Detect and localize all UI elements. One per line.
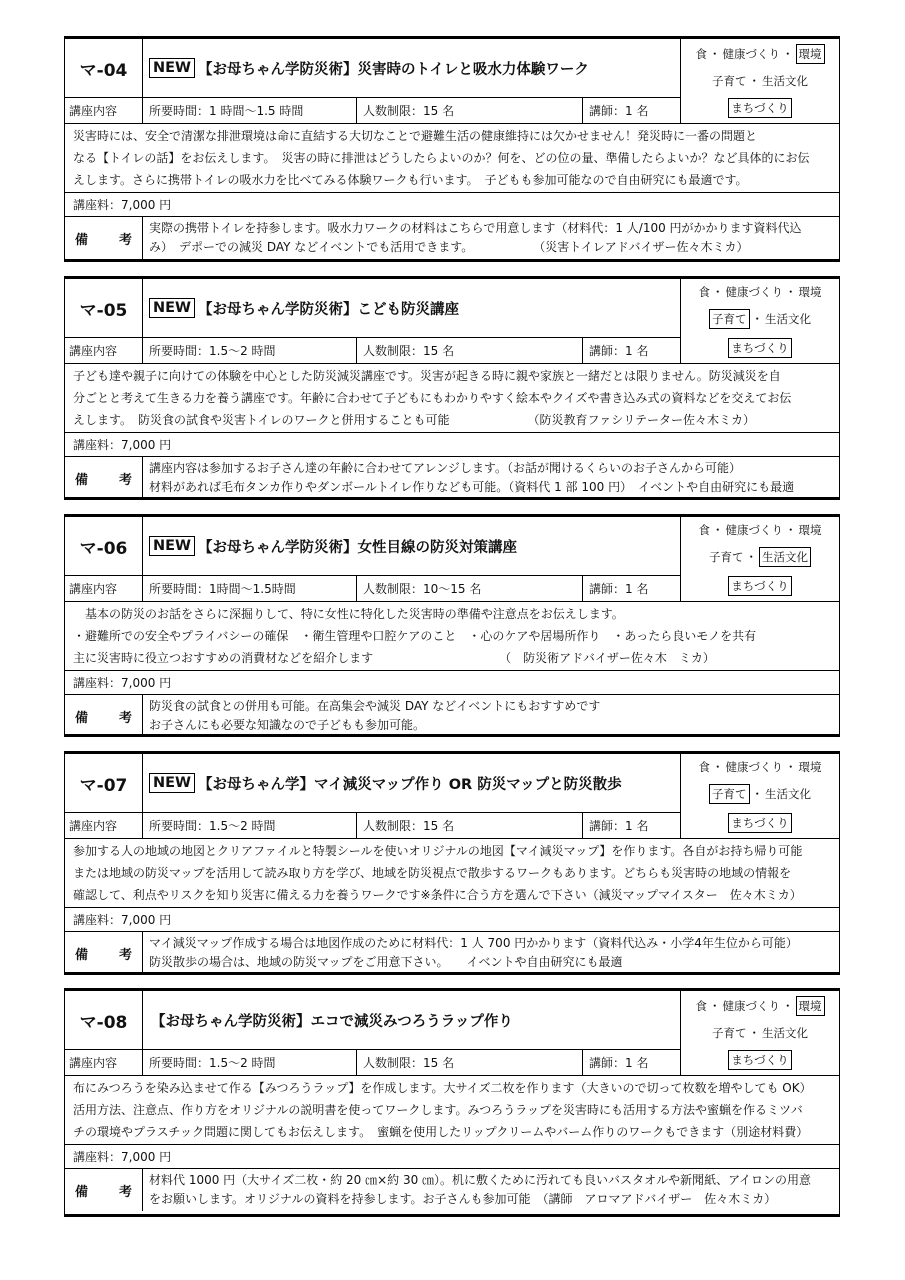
description-line: えします。さらに携帯トイレの吸水力を比べてみる体験ワークも行います。 子どもも参加可能なので自由研究にも最適です。 — [73, 173, 748, 187]
category-separator: ・ — [748, 73, 760, 88]
category-selected: 子育て — [709, 784, 750, 804]
notes-line: 実際の携帯トイレを持参します。吸水力ワークの材料はこちらで用意します（材料代：1 人/100 円がかかります資料代込 — [149, 221, 802, 235]
course-header-main — [65, 39, 681, 123]
course-code: マ-05 — [65, 279, 143, 337]
fee-label: 講座料： — [73, 438, 122, 452]
description-line: えします。 防災食の試食や災害トイレのワークと併用することも可能 （防災教育ファシリテーター佐々木ミカ） — [73, 413, 755, 427]
duration: 所要時間：1.5～2 時間 — [143, 813, 357, 838]
course-info-row — [65, 575, 680, 601]
description-line: チの環境やプラスチック問題に関してもお伝えします。 蜜蝋を使用したリップクリームやバーム作りのワークもできます（別途材料費） — [73, 1125, 809, 1139]
category-separator: ・ — [782, 998, 794, 1013]
category-line — [709, 784, 811, 804]
notes-line: 講座内容は参加するお子さん達の年齢に合わせてアレンジします。（お話が聞けるくらいのお子さんから可能） — [149, 461, 741, 475]
notes-row — [65, 695, 839, 737]
new-badge: NEW — [149, 58, 195, 78]
category-item: 生活文化 — [762, 73, 808, 88]
fee-label: 講座料： — [73, 1150, 122, 1164]
notes-row — [65, 932, 839, 974]
notes-text — [143, 457, 800, 499]
category-item: 食 — [695, 46, 707, 61]
notes-label — [65, 217, 143, 259]
fee-label: 講座料： — [73, 913, 122, 927]
course-title-text: 【お母ちゃん学防災術】女性目線の防災対策講座 — [198, 539, 518, 556]
notes-label-char: 考 — [118, 710, 132, 726]
description-line: 活用方法、注意点、作り方をオリジナルの説明書を使ってワークします。みつろうラップを災害時にも活用する方法や蜜蝋を作るミツバ — [73, 1103, 803, 1117]
notes-row — [65, 217, 839, 259]
category-line — [728, 576, 791, 596]
course-header — [65, 39, 839, 124]
notes-text — [143, 1169, 817, 1211]
notes-line: マイ減災マップ作成する場合は地図作成のために材料代：1 人 700 円かかります（資料代込み・小学4年生位から可能） — [149, 936, 798, 950]
category-item: 健康づくり — [722, 46, 780, 61]
fee-value: 7,000 円 — [121, 1150, 172, 1164]
notes-line: お子さんにも必要な知識なので子どもも参加可能。 — [149, 718, 426, 732]
category-item: 生活文化 — [765, 311, 811, 326]
category-line — [712, 73, 808, 89]
category-item: 生活文化 — [762, 1025, 808, 1040]
category-machizukuri: まちづくり — [728, 813, 791, 833]
category-line — [699, 284, 822, 300]
course-code: マ-07 — [65, 754, 143, 812]
course-description — [65, 124, 839, 193]
category-selected: 環境 — [796, 996, 825, 1016]
fee-row — [65, 671, 839, 695]
category-item: 健康づくり — [725, 284, 783, 299]
lecturer-count: 講師：1 名 — [589, 819, 649, 834]
course-info-row — [65, 97, 680, 123]
category-item: 生活文化 — [765, 786, 811, 801]
category-separator: ・ — [709, 46, 721, 61]
category-item: 食 — [698, 284, 710, 299]
course-title — [143, 754, 680, 812]
notes-label-char: 備 — [75, 232, 89, 248]
category-item: 環境 — [798, 522, 822, 537]
course-card — [64, 36, 840, 262]
description-line: ・避難所での安全やプライバシーの確保 ・衛生管理や口腔ケアのこと ・心のケアや居場所作り ・あったら良いモノを共有 — [73, 629, 757, 643]
course-title — [143, 991, 680, 1049]
notes-label-char: 備 — [75, 1184, 89, 1200]
category-item: 健康づくり — [722, 998, 780, 1013]
course-description — [65, 839, 839, 908]
fee-label: 講座料： — [73, 198, 122, 212]
notes-text — [143, 217, 808, 259]
category-line — [709, 309, 811, 329]
category-item: 食 — [695, 998, 707, 1013]
notes-label-char: 備 — [75, 472, 89, 488]
category-line — [728, 338, 791, 358]
content-label: 講座内容 — [65, 98, 143, 123]
content-label: 講座内容 — [65, 1050, 143, 1075]
category-separator: ・ — [748, 1025, 760, 1040]
fee-row — [65, 193, 839, 217]
capacity: 人数制限：15 名 — [357, 1050, 583, 1075]
category-item: 環境 — [798, 284, 822, 299]
category-separator: ・ — [785, 522, 797, 537]
course-title-text: 【お母ちゃん学防災術】こども防災講座 — [198, 301, 460, 318]
course-code: マ-08 — [65, 991, 143, 1049]
category-item: 子育て — [709, 549, 744, 564]
notes-label — [65, 932, 143, 974]
category-item: 健康づくり — [725, 522, 783, 537]
category-panel — [681, 279, 839, 363]
course-code: マ-06 — [65, 517, 143, 575]
category-separator: ・ — [751, 786, 763, 801]
description-line: 子ども達や親子に向けての体験を中心とした防災減災講座です。災害が起きる時に親や家族と一緒だとは限りません。防災減災を自 — [73, 369, 781, 383]
category-separator: ・ — [712, 522, 724, 537]
course-header — [65, 279, 839, 364]
description-line: 主に災害時に役立つおすすめの消費材などを紹介します （ 防災術アドバイザー佐々木 ミカ） — [73, 651, 715, 665]
course-title-text: 【お母ちゃん学防災術】エコで減災みつろうラップ作り — [151, 1013, 513, 1030]
duration: 所要時間：1.5～2 時間 — [143, 338, 357, 363]
course-card — [64, 988, 840, 1217]
course-description — [65, 602, 839, 671]
category-line — [696, 996, 825, 1016]
course-title — [143, 39, 680, 97]
lecturer-count: 講師：1 名 — [589, 582, 649, 597]
notes-label — [65, 695, 143, 737]
category-separator: ・ — [785, 284, 797, 299]
category-machizukuri: まちづくり — [728, 1050, 791, 1070]
description-line: なる【トイレの話】をお伝えします。 災害の時に排泄はどうしたらよいのか？何を、どの位の量、準備したらよいか？など具体的にお伝 — [73, 151, 810, 165]
course-header-main — [65, 991, 681, 1075]
category-line — [712, 1025, 808, 1041]
notes-label-char: 備 — [75, 947, 89, 963]
notes-label — [65, 1169, 143, 1211]
description-line: 参加する人の地域の地図とクリアファイルと特製シールを使いオリジナルの地図【マイ減災マップ】を作ります。各自がお持ち帰り可能 — [73, 844, 803, 858]
category-separator: ・ — [745, 549, 757, 564]
fee-label: 講座料： — [73, 676, 122, 690]
course-card — [64, 514, 840, 737]
category-item: 子育て — [712, 73, 747, 88]
notes-label-char: 備 — [75, 710, 89, 726]
category-separator: ・ — [782, 46, 794, 61]
fee-value: 7,000 円 — [121, 913, 172, 927]
category-separator: ・ — [709, 998, 721, 1013]
course-header — [65, 517, 839, 602]
course-header-main — [65, 517, 681, 601]
course-title-text: 【お母ちゃん学防災術】災害時のトイレと吸水力体験ワーク — [198, 61, 589, 78]
description-line: 確認して、利点やリスクを知り災害に備える力を養うワークです※条件に合う方を選んで下さい（減災マップマイスター 佐々木ミカ） — [73, 888, 802, 902]
category-item: 食 — [698, 522, 710, 537]
content-label: 講座内容 — [65, 338, 143, 363]
fee-row — [65, 1145, 839, 1169]
category-panel — [681, 517, 839, 601]
course-header-main — [65, 279, 681, 363]
category-separator: ・ — [712, 759, 724, 774]
duration: 所要時間：1.5～2 時間 — [143, 1050, 357, 1075]
notes-label-char: 考 — [118, 472, 132, 488]
lecturer-count: 講師：1 名 — [589, 1056, 649, 1071]
course-description — [65, 364, 839, 433]
notes-line: 材料があれば毛布タンカ作りやダンボールトイレ作りなども可能。（資料代 1 部 100 円） イベントや自由研究にも最適 — [149, 480, 795, 494]
category-panel — [681, 754, 839, 838]
fee-value: 7,000 円 — [121, 198, 172, 212]
course-info-row — [65, 337, 680, 363]
notes-text — [143, 695, 606, 737]
notes-label-char: 考 — [118, 947, 132, 963]
notes-label — [65, 457, 143, 499]
category-machizukuri: まちづくり — [728, 338, 791, 358]
duration: 所要時間：1時間～1.5時間 — [143, 576, 357, 601]
category-selected: 生活文化 — [759, 547, 811, 567]
new-badge: NEW — [149, 536, 195, 556]
category-line — [709, 547, 811, 567]
duration: 所要時間：1 時間～1.5 時間 — [143, 98, 357, 123]
new-badge: NEW — [149, 773, 195, 793]
course-card — [64, 276, 840, 500]
description-line: 基本の防災のお話をさらに深掘りして、特に女性に特化した災害時の準備や注意点をお伝えします。 — [73, 607, 624, 621]
notes-line: 防災食の試食との併用も可能。在高集会や減災 DAY などイベントにもおすすめです — [149, 699, 601, 713]
content-label: 講座内容 — [65, 576, 143, 601]
category-item: 環境 — [798, 759, 822, 774]
category-machizukuri: まちづくり — [728, 98, 791, 118]
lecturer-count: 講師：1 名 — [589, 344, 649, 359]
description-line: 災害時には、安全で清潔な排泄環境は命に直結する大切なことで避難生活の健康維持には欠かせません！発災時に一番の問題と — [73, 129, 758, 143]
new-badge: NEW — [149, 298, 195, 318]
capacity: 人数制限：10～15 名 — [357, 576, 583, 601]
category-item: 子育て — [712, 1025, 747, 1040]
content-label: 講座内容 — [65, 813, 143, 838]
fee-row — [65, 433, 839, 457]
category-line — [696, 44, 825, 64]
course-info-row — [65, 1049, 680, 1075]
course-info-row — [65, 812, 680, 838]
notes-line: み） デポーでの減災 DAY などイベントでも活用できます。 （災害トイレアドバイザー佐々木ミカ） — [149, 240, 749, 254]
fee-row — [65, 908, 839, 932]
capacity: 人数制限：15 名 — [357, 98, 583, 123]
description-line: または地域の防災マップを活用して読み取り方を学び、地域を防災視点で散歩するワークもあります。どちらも災害時の地域の情報を — [73, 866, 792, 880]
description-line: 分ごとと考えて生きる力を養う講座です。年齢に合わせて子どもにもわかりやすく絵本やクイズや書き込み式の資料などを交えてお伝 — [73, 391, 792, 405]
notes-row — [65, 1169, 839, 1211]
course-header-main — [65, 754, 681, 838]
notes-line: をお願いします。オリジナルの資料を持参します。お子さんも参加可能 （講師 アロマアドバイザー 佐々木ミカ） — [149, 1192, 777, 1206]
category-selected: 環境 — [796, 44, 825, 64]
course-title-text: 【お母ちゃん学】マイ減災マップ作り OR 防災マップと防災散歩 — [198, 776, 622, 793]
course-card — [64, 751, 840, 975]
course-title — [143, 517, 680, 575]
notes-row — [65, 457, 839, 499]
category-line — [728, 98, 791, 118]
category-line — [728, 813, 791, 833]
fee-value: 7,000 円 — [121, 438, 172, 452]
lecturer-count: 講師：1 名 — [589, 104, 649, 119]
fee-value: 7,000 円 — [121, 676, 172, 690]
course-header — [65, 991, 839, 1076]
category-item: 健康づくり — [725, 759, 783, 774]
category-item: 食 — [698, 759, 710, 774]
category-line — [699, 522, 822, 538]
category-selected: 子育て — [709, 309, 750, 329]
course-title — [143, 279, 680, 337]
course-header — [65, 754, 839, 839]
description-line: 布にみつろうを染み込ませて作る【みつろうラップ】を作成します。大サイズ二枚を作ります（大きいので切って枚数を増やしても OK） — [73, 1081, 812, 1095]
notes-text — [143, 932, 804, 974]
category-separator: ・ — [785, 759, 797, 774]
capacity: 人数制限：15 名 — [357, 813, 583, 838]
notes-label-char: 考 — [118, 1184, 132, 1200]
category-panel — [681, 991, 839, 1075]
notes-label-char: 考 — [118, 232, 132, 248]
category-separator: ・ — [712, 284, 724, 299]
course-description — [65, 1076, 839, 1145]
notes-line: 防災散歩の場合は、地域の防災マップをご用意下さい。 イベントや自由研究にも最適 — [149, 955, 623, 969]
category-line — [699, 759, 822, 775]
category-line — [728, 1050, 791, 1070]
category-machizukuri: まちづくり — [728, 576, 791, 596]
notes-line: 材料代 1000 円（大サイズ二枚・約 20 ㎝×約 30 ㎝）。机に敷くために汚れても良いバスタオルや新聞紙、アイロンの用意 — [149, 1173, 811, 1187]
course-code: マ-04 — [65, 39, 143, 97]
category-separator: ・ — [751, 311, 763, 326]
capacity: 人数制限：15 名 — [357, 338, 583, 363]
category-panel — [681, 39, 839, 123]
